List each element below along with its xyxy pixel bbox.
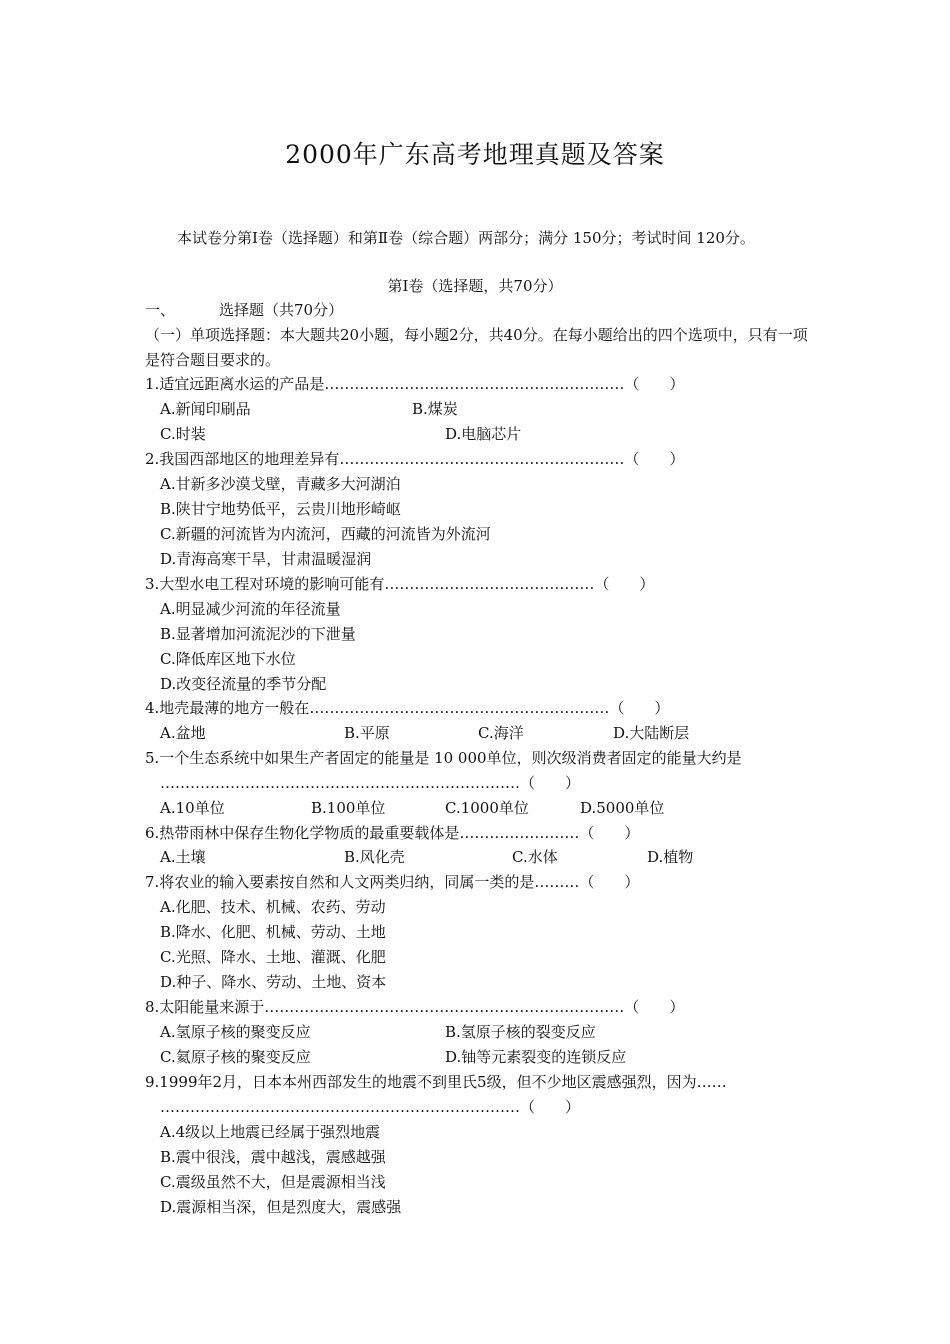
- question-4-option-b: B.平原: [344, 724, 390, 742]
- question-1-option-c: C.时装: [160, 425, 206, 443]
- question-2-stem: 2.我国西部地区的地理差异有…………………………………………………（ ）: [145, 450, 685, 468]
- question-8-option-a: A.氢原子核的聚变反应: [160, 1023, 311, 1041]
- question-4-stem: 4.地壳最薄的地方一般在……………………………………………………（ ）: [145, 699, 670, 717]
- question-3-stem: 3.大型水电工程对环境的影响可能有……………………………………（ ）: [145, 575, 655, 593]
- question-7-option-b: B.降水、化肥、机械、劳动、土地: [160, 923, 386, 941]
- intro-paragraph: 本试卷分第Ⅰ卷（选择题）和第Ⅱ卷（综合题）两部分；满分 150分；考试时间 120分。: [177, 229, 755, 247]
- question-6-option-c: C.水体: [512, 848, 558, 866]
- question-3-option-c: C.降低库区地下水位: [160, 650, 296, 668]
- question-6-option-b: B.风化壳: [344, 848, 405, 866]
- question-8-option-b: B.氢原子核的裂变反应: [445, 1023, 596, 1041]
- question-2-option-a: A.甘新多沙漠戈壁，青藏多大河湖泊: [160, 475, 401, 493]
- question-6-option-d: D.植物: [647, 848, 694, 866]
- question-3-option-b: B.显著增加河流泥沙的下泄量: [160, 625, 356, 643]
- document-title: 2000年广东高考地理真题及答案: [285, 140, 665, 169]
- question-4-option-d: D.大陆断层: [613, 724, 690, 742]
- question-9-stem-continued: ………………………………………………………………（ ）: [160, 1098, 581, 1116]
- part1-heading: 第Ⅰ卷（选择题，共70分）: [387, 277, 563, 295]
- question-5-stem: 5.一个生态系统中如果生产者固定的能量是 10 000单位，则次级消费者固定的能量大约是: [145, 749, 742, 767]
- question-7-option-a: A.化肥、技术、机械、农药、劳动: [160, 898, 386, 916]
- question-6-stem: 6.热带雨林中保存生物化学物质的最重要载体是……………………（ ）: [145, 824, 640, 842]
- section-heading: [145, 298, 343, 323]
- question-3-option-d: D.改变径流量的季节分配: [160, 675, 327, 693]
- question-1-stem: 1.适宜远距离水运的产品是……………………………………………………（ ）: [145, 375, 685, 393]
- question-8-stem: 8.太阳能量来源于………………………………………………………………（ ）: [145, 998, 685, 1016]
- question-4-option-a: A.盆地: [160, 724, 206, 742]
- question-6-option-a: A.土壤: [160, 848, 206, 866]
- question-9-option-c: C.震级虽然不大，但是震源相当浅: [160, 1173, 386, 1191]
- question-9-stem: 9.1999年2月，日本本州西部发生的地震不到里氏5级，但不少地区震感强烈，因为……: [145, 1073, 727, 1091]
- question-5-stem-continued: ………………………………………………………………（ ）: [160, 774, 581, 792]
- question-1-option-d: D.电脑芯片: [445, 425, 522, 443]
- question-1-option-b: B.煤炭: [412, 400, 458, 418]
- question-2-option-b: B.陕甘宁地势低平，云贵川地形崎岖: [160, 500, 401, 518]
- question-7-stem: 7.将农业的输入要素按自然和人文两类归纳，同属一类的是………（ ）: [145, 873, 640, 891]
- question-8-option-c: C.氦原子核的聚变反应: [160, 1048, 311, 1066]
- question-7-option-c: C.光照、降水、土地、灌溉、化肥: [160, 948, 386, 966]
- question-9-option-b: B.震中很浅，震中越浅，震感越强: [160, 1148, 386, 1166]
- question-8-option-d: D.铀等元素裂变的连锁反应: [445, 1048, 627, 1066]
- question-5-option-b: B.100单位: [311, 799, 386, 817]
- question-2-option-d: D.青海高寒干旱，甘肃温暖湿润: [160, 550, 372, 568]
- question-5-option-a: A.10单位: [160, 799, 225, 817]
- question-1-option-a: A.新闻印刷品: [160, 400, 251, 418]
- sub-heading: （一）单项选择题：本大题共20小题，每小题2分，共40分。在每小题给出的四个选项中，只有一项是符合题目要求的。: [145, 326, 808, 369]
- question-9-option-d: D.震源相当深，但是烈度大，震感强: [160, 1198, 402, 1216]
- section-number: 一、: [145, 301, 176, 319]
- question-5-option-c: C.1000单位: [445, 799, 529, 817]
- section-label: 选择题（共70分）: [219, 301, 344, 319]
- question-2-option-c: C.新疆的河流皆为内流河，西藏的河流皆为外流河: [160, 525, 491, 543]
- question-4-option-c: C.海洋: [478, 724, 524, 742]
- question-7-option-d: D.种子、降水、劳动、土地、资本: [160, 973, 387, 991]
- question-3-option-a: A.明显减少河流的年径流量: [160, 600, 341, 618]
- question-5-option-d: D.5000单位: [580, 799, 665, 817]
- question-9-option-a: A.4级以上地震已经属于强烈地震: [160, 1123, 381, 1141]
